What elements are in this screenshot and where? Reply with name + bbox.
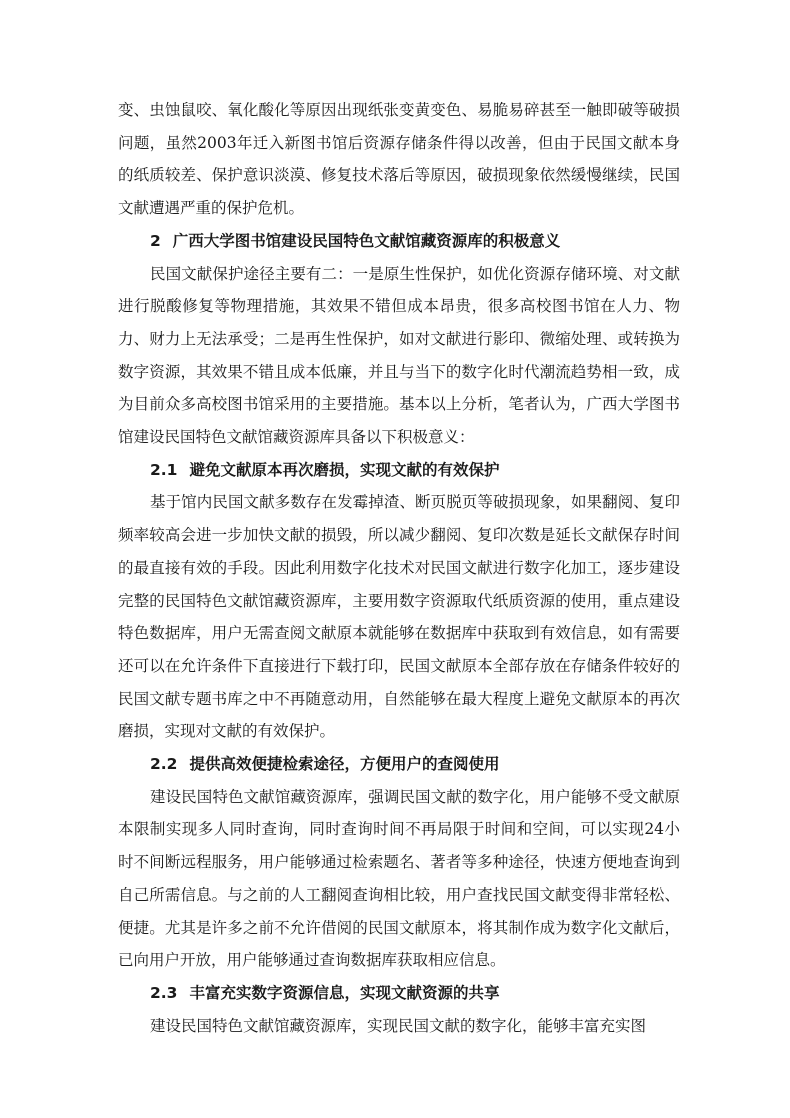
section-2-3-number: 2.3 [150, 983, 178, 1002]
section-2-paragraph: 民国文献保护途径主要有二：一是原生性保护，如优化资源存储环境、对文献进行脱酸修复等物理措施，其效果不错但成本昂贵，很多高校图书馆在人力、物力、财力上无法承受；二是再生性保护，如对文献进行影印、微缩处理、或转换为数字资源，其效果不错且成本低廉，并且与当下的数字化时代潮流趋势相一致，成为目前众多高校图书馆采用的主要措施。基本以上分析，笔者认为，广西大学图书馆建设民国特色文献馆藏资源库具备以下积极意义： [118, 264, 680, 447]
section-2-3-heading [118, 977, 680, 1010]
section-2-2-paragraph: 建设民国特色文献馆藏资源库，强调民国文献的数字化，用户能够不受文献原本限制实现多人同时查询，同时查询时间不再局限于时间和空间，可以实现24小时不间断远程服务，用户能够通过检索题名、著者等多种途径，快速方便地查询到自己所需信息。与之前的人工翻阅查询相比较，用户查找民国文献变得非常轻松、便捷。尤其是许多之前不允许借阅的民国文献原本，将其制作成为数字化文献后，已向用户开放，用户能够通过查询数据库获取相应信息。 [118, 787, 680, 970]
continued-paragraph: 变、虫蚀鼠咬、氧化酸化等原因出现纸张变黄变色、易脆易碎甚至一触即破等破损问题，虽然2003年迁入新图书馆后资源存储条件得以改善，但由于民国文献本身的纸质较差、保护意识淡漠、修复技术落后等原因，破损现象依然缓慢继续，民国文献遭遇严重的保护危机。 [118, 101, 680, 218]
section-2-number: 2 [150, 231, 161, 250]
section-2-1-number: 2.1 [150, 460, 178, 479]
section-2-1-paragraph: 基于馆内民国文献多数存在发霉掉渣、断页脱页等破损现象，如果翻阅、复印频率较高会进一步加快文献的损毁，所以减少翻阅、复印次数是延长文献保存时间的最直接有效的手段。因此利用数字化技术对民国文献进行数字化加工，逐步建设完整的民国特色文献馆藏资源库，主要用数字资源取代纸质资源的使用，重点建设特色数据库，用户无需查阅文献原本就能够在数据库中获取到有效信息，如有需要还可以在允许条件下直接进行下载打印，民国文献原本全部存放在存储条件较好的民国文献专题书库之中不再随意动用，自然能够在最大程度上避免文献原本的再次磨损，实现对文献的有效保护。 [118, 493, 680, 741]
section-2-1-heading [118, 454, 680, 487]
page-content [118, 94, 680, 1042]
section-2-heading [118, 225, 680, 258]
section-2-3-title: 丰富充实数字资源信息，实现文献资源的共享 [189, 983, 500, 1002]
section-2-2-heading [118, 748, 680, 781]
section-2-title: 广西大学图书馆建设民国特色文献馆藏资源库的积极意义 [172, 231, 561, 250]
section-2-3-paragraph: 建设民国特色文献馆藏资源库，实现民国文献的数字化，能够丰富充实图 [150, 1016, 647, 1035]
section-2-2-number: 2.2 [150, 755, 178, 774]
section-2-2-title: 提供高效便捷检索途径，方便用户的查阅使用 [189, 755, 500, 774]
section-2-1-title: 避免文献原本再次磨损，实现文献的有效保护 [189, 460, 500, 479]
